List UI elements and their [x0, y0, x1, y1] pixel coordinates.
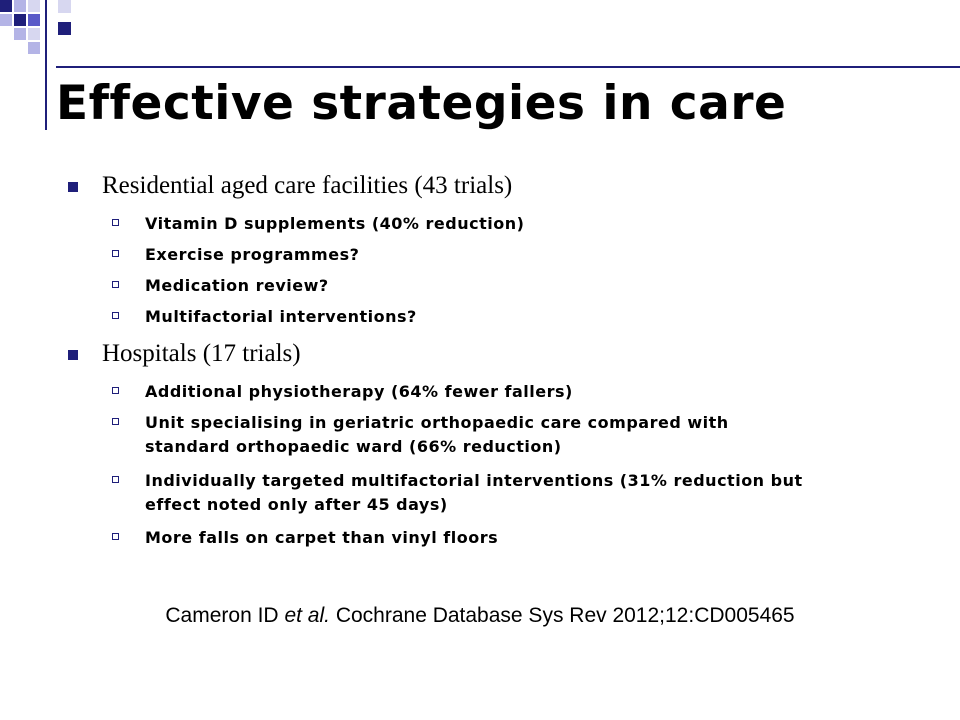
list-item: [112, 469, 805, 517]
list-item: [112, 212, 805, 236]
deco-square: [14, 28, 26, 40]
list-item-label: Unit specialising in geriatric orthopaedic care compared with standard orthopaedic ward (66% reduction): [145, 413, 729, 456]
list-item: [112, 243, 805, 267]
deco-square: [0, 0, 12, 12]
hollow-square-bullet-icon: [112, 250, 119, 257]
citation: [0, 604, 960, 628]
slide-title: Effective strategies in care: [56, 76, 787, 131]
list-item: [112, 305, 805, 329]
section-heading-label: Hospitals (17 trials): [102, 340, 301, 367]
deco-square: [58, 0, 71, 13]
list-item: [112, 411, 805, 459]
square-bullet-icon: [68, 350, 78, 360]
citation-source: Cochrane Database Sys Rev 2012;12:CD005465: [335, 604, 795, 627]
list-item: [112, 380, 805, 404]
hollow-square-bullet-icon: [112, 418, 119, 425]
list-item-label: Medication review?: [145, 276, 329, 295]
deco-square: [28, 0, 40, 12]
deco-square: [14, 14, 26, 26]
deco-square: [28, 28, 40, 40]
deco-square: [0, 14, 12, 26]
citation-authors: Cameron ID: [165, 604, 279, 627]
square-bullet-icon: [68, 182, 78, 192]
citation-et-al: et al.: [284, 604, 330, 627]
deco-square: [28, 42, 40, 54]
list-item: [112, 274, 805, 298]
list-item-label: Vitamin D supplements (40% reduction): [145, 214, 525, 233]
section-heading-label: Residential aged care facilities (43 trials): [102, 172, 513, 199]
hollow-square-bullet-icon: [112, 312, 119, 319]
hollow-square-bullet-icon: [112, 219, 119, 226]
deco-square: [58, 22, 71, 35]
list-item-label: Individually targeted multifactorial interventions (31% reduction but effect noted only after 45 days): [145, 471, 803, 514]
list-item-label: Exercise programmes?: [145, 245, 360, 264]
side-rule: [45, 0, 47, 130]
list-item-label: More falls on carpet than vinyl floors: [145, 528, 499, 547]
hollow-square-bullet-icon: [112, 387, 119, 394]
hollow-square-bullet-icon: [112, 281, 119, 288]
list-item-label: Additional physiotherapy (64% fewer fallers): [145, 382, 573, 401]
hollow-square-bullet-icon: [112, 476, 119, 483]
list-item: [112, 526, 805, 550]
deco-square: [28, 14, 40, 26]
hollow-square-bullet-icon: [112, 533, 119, 540]
deco-square: [14, 0, 26, 12]
header-rule: [56, 66, 960, 68]
list-item-label: Multifactorial interventions?: [145, 307, 417, 326]
